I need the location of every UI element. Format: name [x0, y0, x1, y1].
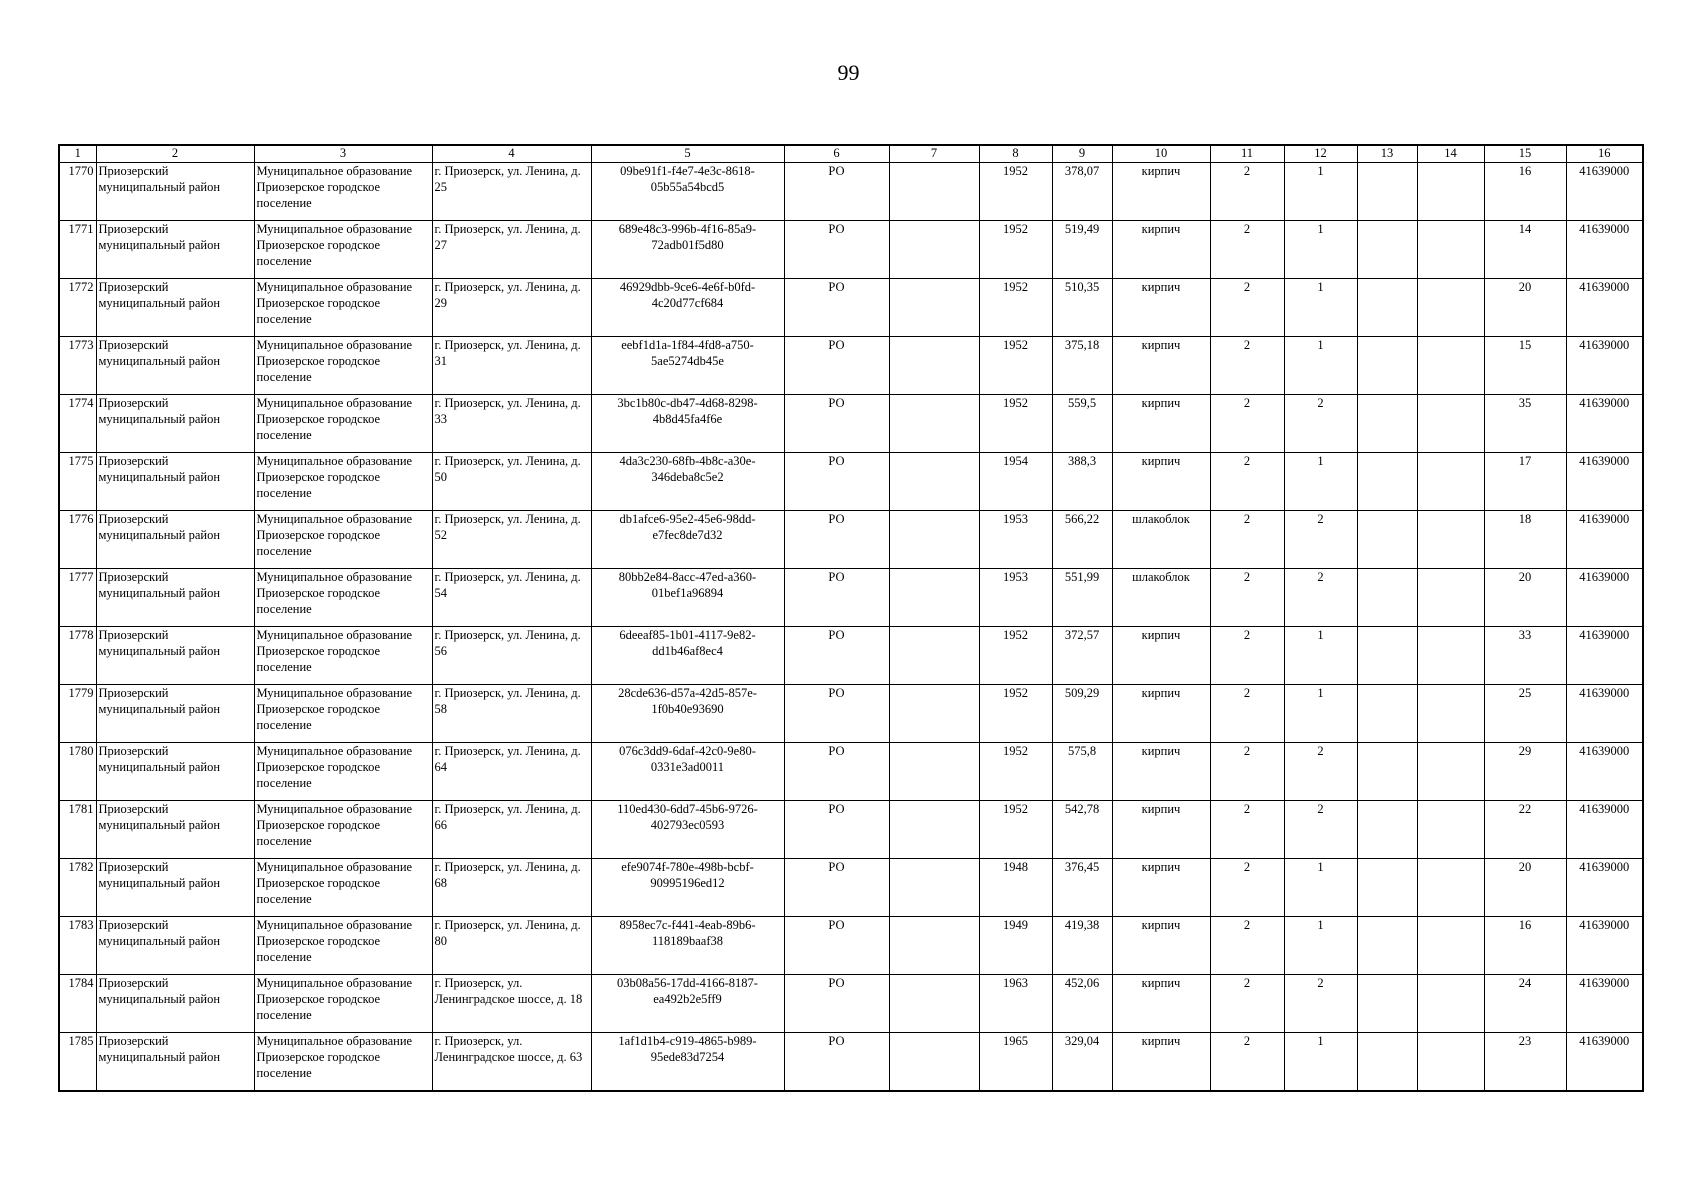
column-13-cell — [1357, 221, 1417, 279]
year-cell: 1954 — [979, 453, 1052, 511]
column-11-cell: 2 — [1210, 917, 1284, 975]
year-cell: 1952 — [979, 627, 1052, 685]
column-14-cell — [1417, 395, 1484, 453]
column-14-cell — [1417, 1033, 1484, 1091]
column-7-cell — [889, 337, 979, 395]
management-form-cell: РО — [784, 337, 889, 395]
column-14-cell — [1417, 279, 1484, 337]
table-row — [59, 743, 1643, 801]
column-15-cell: 22 — [1484, 801, 1566, 859]
district-cell: Приозерский муниципальный район — [96, 221, 254, 279]
district-cell: Приозерский муниципальный район — [96, 801, 254, 859]
column-15-cell: 16 — [1484, 163, 1566, 221]
table-row — [59, 1033, 1643, 1091]
column-15-cell: 29 — [1484, 743, 1566, 801]
row-number: 1782 — [59, 859, 96, 917]
area-cell: 419,38 — [1052, 917, 1112, 975]
address-cell: г. Приозерск, ул. Ленина, д. 50 — [432, 453, 591, 511]
column-11-cell: 2 — [1210, 453, 1284, 511]
column-7-cell — [889, 221, 979, 279]
column-14-cell — [1417, 453, 1484, 511]
column-11-cell: 2 — [1210, 1033, 1284, 1091]
column-13-cell — [1357, 569, 1417, 627]
table-row — [59, 337, 1643, 395]
column-12-cell: 2 — [1284, 511, 1357, 569]
district-cell: Приозерский муниципальный район — [96, 511, 254, 569]
address-cell: г. Приозерск, ул. Ленина, д. 58 — [432, 685, 591, 743]
district-cell: Приозерский муниципальный район — [96, 859, 254, 917]
row-number: 1779 — [59, 685, 96, 743]
wall-material-cell: шлакоблок — [1112, 511, 1210, 569]
column-15-cell: 14 — [1484, 221, 1566, 279]
oktmo-cell: 41639000 — [1566, 511, 1643, 569]
column-12-cell: 1 — [1284, 859, 1357, 917]
housing-registry-table — [58, 144, 1644, 1092]
column-14-cell — [1417, 163, 1484, 221]
column-15-cell: 15 — [1484, 337, 1566, 395]
column-13-cell — [1357, 337, 1417, 395]
table-row — [59, 453, 1643, 511]
column-13-cell — [1357, 1033, 1417, 1091]
management-form-cell: РО — [784, 163, 889, 221]
municipality-cell: Муниципальное образование Приозерское городское поселение — [254, 975, 432, 1033]
area-cell: 388,3 — [1052, 453, 1112, 511]
column-header-9: 9 — [1052, 145, 1112, 163]
oktmo-cell: 41639000 — [1566, 395, 1643, 453]
table-row — [59, 395, 1643, 453]
column-13-cell — [1357, 917, 1417, 975]
municipality-cell: Муниципальное образование Приозерское городское поселение — [254, 743, 432, 801]
column-12-cell: 1 — [1284, 1033, 1357, 1091]
column-15-cell: 35 — [1484, 395, 1566, 453]
municipality-cell: Муниципальное образование Приозерское городское поселение — [254, 1033, 432, 1091]
area-cell: 519,49 — [1052, 221, 1112, 279]
municipality-cell: Муниципальное образование Приозерское городское поселение — [254, 221, 432, 279]
oktmo-cell: 41639000 — [1566, 975, 1643, 1033]
district-cell: Приозерский муниципальный район — [96, 453, 254, 511]
district-cell: Приозерский муниципальный район — [96, 569, 254, 627]
address-cell: г. Приозерск, ул. Ленина, д. 31 — [432, 337, 591, 395]
wall-material-cell: кирпич — [1112, 627, 1210, 685]
municipality-cell: Муниципальное образование Приозерское городское поселение — [254, 279, 432, 337]
address-cell: г. Приозерск, ул. Ленина, д. 64 — [432, 743, 591, 801]
oktmo-cell: 41639000 — [1566, 279, 1643, 337]
table-row — [59, 569, 1643, 627]
column-14-cell — [1417, 975, 1484, 1033]
column-12-cell: 1 — [1284, 279, 1357, 337]
guid-cell: 80bb2e84-8acc-47ed-a360-01bef1a96894 — [591, 569, 784, 627]
guid-cell: 3bc1b80c-db47-4d68-8298-4b8d45fa4f6e — [591, 395, 784, 453]
row-number: 1778 — [59, 627, 96, 685]
table-row — [59, 511, 1643, 569]
area-cell: 378,07 — [1052, 163, 1112, 221]
column-12-cell: 1 — [1284, 163, 1357, 221]
guid-cell: 1af1d1b4-c919-4865-b989-95ede83d7254 — [591, 1033, 784, 1091]
column-15-cell: 18 — [1484, 511, 1566, 569]
column-15-cell: 23 — [1484, 1033, 1566, 1091]
column-11-cell: 2 — [1210, 337, 1284, 395]
oktmo-cell: 41639000 — [1566, 221, 1643, 279]
row-number: 1773 — [59, 337, 96, 395]
column-14-cell — [1417, 801, 1484, 859]
row-number: 1774 — [59, 395, 96, 453]
column-12-cell: 1 — [1284, 627, 1357, 685]
area-cell: 566,22 — [1052, 511, 1112, 569]
column-13-cell — [1357, 163, 1417, 221]
address-cell: г. Приозерск, ул. Ленина, д. 54 — [432, 569, 591, 627]
wall-material-cell: кирпич — [1112, 685, 1210, 743]
oktmo-cell: 41639000 — [1566, 917, 1643, 975]
column-14-cell — [1417, 337, 1484, 395]
area-cell: 329,04 — [1052, 1033, 1112, 1091]
municipality-cell: Муниципальное образование Приозерское городское поселение — [254, 395, 432, 453]
column-13-cell — [1357, 801, 1417, 859]
year-cell: 1953 — [979, 569, 1052, 627]
table-row — [59, 627, 1643, 685]
area-cell: 559,5 — [1052, 395, 1112, 453]
column-13-cell — [1357, 453, 1417, 511]
column-7-cell — [889, 859, 979, 917]
column-15-cell: 20 — [1484, 279, 1566, 337]
column-15-cell: 16 — [1484, 917, 1566, 975]
year-cell: 1952 — [979, 221, 1052, 279]
column-7-cell — [889, 279, 979, 337]
column-15-cell: 25 — [1484, 685, 1566, 743]
column-12-cell: 2 — [1284, 569, 1357, 627]
oktmo-cell: 41639000 — [1566, 801, 1643, 859]
oktmo-cell: 41639000 — [1566, 337, 1643, 395]
year-cell: 1952 — [979, 279, 1052, 337]
column-11-cell: 2 — [1210, 627, 1284, 685]
column-15-cell: 20 — [1484, 569, 1566, 627]
guid-cell: efe9074f-780e-498b-bcbf-90995196ed12 — [591, 859, 784, 917]
wall-material-cell: кирпич — [1112, 917, 1210, 975]
column-12-cell: 1 — [1284, 453, 1357, 511]
column-7-cell — [889, 163, 979, 221]
guid-cell: 076c3dd9-6daf-42c0-9e80-0331e3ad0011 — [591, 743, 784, 801]
column-header-12: 12 — [1284, 145, 1357, 163]
column-11-cell: 2 — [1210, 975, 1284, 1033]
column-11-cell: 2 — [1210, 511, 1284, 569]
column-13-cell — [1357, 743, 1417, 801]
address-cell: г. Приозерск, ул. Ленина, д. 56 — [432, 627, 591, 685]
column-header-7: 7 — [889, 145, 979, 163]
municipality-cell: Муниципальное образование Приозерское городское поселение — [254, 801, 432, 859]
municipality-cell: Муниципальное образование Приозерское городское поселение — [254, 627, 432, 685]
column-11-cell: 2 — [1210, 395, 1284, 453]
column-header-10: 10 — [1112, 145, 1210, 163]
row-number: 1783 — [59, 917, 96, 975]
address-cell: г. Приозерск, ул. Ленина, д. 33 — [432, 395, 591, 453]
table-header — [59, 145, 1643, 163]
column-7-cell — [889, 569, 979, 627]
column-11-cell: 2 — [1210, 859, 1284, 917]
column-13-cell — [1357, 627, 1417, 685]
wall-material-cell: кирпич — [1112, 1033, 1210, 1091]
address-cell: г. Приозерск, ул. Ленина, д. 66 — [432, 801, 591, 859]
oktmo-cell: 41639000 — [1566, 569, 1643, 627]
year-cell: 1949 — [979, 917, 1052, 975]
municipality-cell: Муниципальное образование Приозерское городское поселение — [254, 569, 432, 627]
column-14-cell — [1417, 511, 1484, 569]
row-number: 1785 — [59, 1033, 96, 1091]
column-12-cell: 2 — [1284, 395, 1357, 453]
management-form-cell: РО — [784, 395, 889, 453]
district-cell: Приозерский муниципальный район — [96, 627, 254, 685]
guid-cell: 28cde636-d57a-42d5-857e-1f0b40e93690 — [591, 685, 784, 743]
district-cell: Приозерский муниципальный район — [96, 1033, 254, 1091]
area-cell: 509,29 — [1052, 685, 1112, 743]
column-15-cell: 20 — [1484, 859, 1566, 917]
table-row — [59, 917, 1643, 975]
column-11-cell: 2 — [1210, 279, 1284, 337]
column-13-cell — [1357, 511, 1417, 569]
year-cell: 1965 — [979, 1033, 1052, 1091]
column-7-cell — [889, 975, 979, 1033]
column-header-3: 3 — [254, 145, 432, 163]
table-body — [59, 163, 1643, 1091]
address-cell: г. Приозерск, ул. Ленина, д. 29 — [432, 279, 591, 337]
wall-material-cell: кирпич — [1112, 453, 1210, 511]
wall-material-cell: кирпич — [1112, 163, 1210, 221]
management-form-cell: РО — [784, 221, 889, 279]
management-form-cell: РО — [784, 453, 889, 511]
column-14-cell — [1417, 859, 1484, 917]
column-header-2: 2 — [96, 145, 254, 163]
column-14-cell — [1417, 917, 1484, 975]
column-11-cell: 2 — [1210, 569, 1284, 627]
wall-material-cell: кирпич — [1112, 743, 1210, 801]
wall-material-cell: кирпич — [1112, 859, 1210, 917]
district-cell: Приозерский муниципальный район — [96, 917, 254, 975]
table-row — [59, 279, 1643, 337]
area-cell: 542,78 — [1052, 801, 1112, 859]
district-cell: Приозерский муниципальный район — [96, 163, 254, 221]
oktmo-cell: 41639000 — [1566, 1033, 1643, 1091]
management-form-cell: РО — [784, 511, 889, 569]
column-7-cell — [889, 801, 979, 859]
column-14-cell — [1417, 627, 1484, 685]
column-header-8: 8 — [979, 145, 1052, 163]
column-number-row — [59, 145, 1643, 163]
address-cell: г. Приозерск, ул. Ленина, д. 25 — [432, 163, 591, 221]
column-11-cell: 2 — [1210, 685, 1284, 743]
column-12-cell: 2 — [1284, 801, 1357, 859]
district-cell: Приозерский муниципальный район — [96, 337, 254, 395]
row-number: 1775 — [59, 453, 96, 511]
year-cell: 1953 — [979, 511, 1052, 569]
year-cell: 1952 — [979, 337, 1052, 395]
column-header-16: 16 — [1566, 145, 1643, 163]
area-cell: 372,57 — [1052, 627, 1112, 685]
oktmo-cell: 41639000 — [1566, 859, 1643, 917]
year-cell: 1952 — [979, 395, 1052, 453]
municipality-cell: Муниципальное образование Приозерское городское поселение — [254, 917, 432, 975]
district-cell: Приозерский муниципальный район — [96, 743, 254, 801]
address-cell: г. Приозерск, ул. Ленинградское шоссе, д. 63 — [432, 1033, 591, 1091]
column-14-cell — [1417, 743, 1484, 801]
column-12-cell: 2 — [1284, 975, 1357, 1033]
table-row — [59, 801, 1643, 859]
area-cell: 452,06 — [1052, 975, 1112, 1033]
guid-cell: 110ed430-6dd7-45b6-9726-402793ec0593 — [591, 801, 784, 859]
column-11-cell: 2 — [1210, 221, 1284, 279]
area-cell: 551,99 — [1052, 569, 1112, 627]
guid-cell: 09be91f1-f4e7-4e3c-8618-05b55a54bcd5 — [591, 163, 784, 221]
district-cell: Приозерский муниципальный район — [96, 279, 254, 337]
oktmo-cell: 41639000 — [1566, 685, 1643, 743]
management-form-cell: РО — [784, 975, 889, 1033]
area-cell: 376,45 — [1052, 859, 1112, 917]
management-form-cell: РО — [784, 859, 889, 917]
column-header-13: 13 — [1357, 145, 1417, 163]
oktmo-cell: 41639000 — [1566, 743, 1643, 801]
column-header-14: 14 — [1417, 145, 1484, 163]
address-cell: г. Приозерск, ул. Ленинградское шоссе, д. 18 — [432, 975, 591, 1033]
column-7-cell — [889, 453, 979, 511]
column-header-15: 15 — [1484, 145, 1566, 163]
column-7-cell — [889, 1033, 979, 1091]
column-13-cell — [1357, 685, 1417, 743]
address-cell: г. Приозерск, ул. Ленина, д. 68 — [432, 859, 591, 917]
municipality-cell: Муниципальное образование Приозерское городское поселение — [254, 453, 432, 511]
municipality-cell: Муниципальное образование Приозерское городское поселение — [254, 685, 432, 743]
row-number: 1781 — [59, 801, 96, 859]
column-12-cell: 1 — [1284, 917, 1357, 975]
address-cell: г. Приозерск, ул. Ленина, д. 80 — [432, 917, 591, 975]
column-header-1: 1 — [59, 145, 96, 163]
year-cell: 1948 — [979, 859, 1052, 917]
year-cell: 1952 — [979, 163, 1052, 221]
column-12-cell: 1 — [1284, 221, 1357, 279]
guid-cell: 4da3c230-68fb-4b8c-a30e-346deba8c5e2 — [591, 453, 784, 511]
address-cell: г. Приозерск, ул. Ленина, д. 52 — [432, 511, 591, 569]
table-row — [59, 221, 1643, 279]
column-14-cell — [1417, 221, 1484, 279]
management-form-cell: РО — [784, 743, 889, 801]
year-cell: 1952 — [979, 743, 1052, 801]
column-header-6: 6 — [784, 145, 889, 163]
row-number: 1784 — [59, 975, 96, 1033]
area-cell: 510,35 — [1052, 279, 1112, 337]
oktmo-cell: 41639000 — [1566, 453, 1643, 511]
management-form-cell: РО — [784, 569, 889, 627]
management-form-cell: РО — [784, 279, 889, 337]
wall-material-cell: кирпич — [1112, 337, 1210, 395]
column-7-cell — [889, 917, 979, 975]
column-13-cell — [1357, 975, 1417, 1033]
municipality-cell: Муниципальное образование Приозерское городское поселение — [254, 163, 432, 221]
guid-cell: 8958ec7c-f441-4eab-89b6-118189baaf38 — [591, 917, 784, 975]
guid-cell: eebf1d1a-1f84-4fd8-a750-5ae5274db45e — [591, 337, 784, 395]
district-cell: Приозерский муниципальный район — [96, 975, 254, 1033]
guid-cell: 46929dbb-9ce6-4e6f-b0fd-4c20d77cf684 — [591, 279, 784, 337]
guid-cell: 689e48c3-996b-4f16-85a9-72adb01f5d80 — [591, 221, 784, 279]
address-cell: г. Приозерск, ул. Ленина, д. 27 — [432, 221, 591, 279]
column-14-cell — [1417, 569, 1484, 627]
wall-material-cell: кирпич — [1112, 975, 1210, 1033]
management-form-cell: РО — [784, 685, 889, 743]
district-cell: Приозерский муниципальный район — [96, 685, 254, 743]
row-number: 1770 — [59, 163, 96, 221]
column-11-cell: 2 — [1210, 163, 1284, 221]
column-12-cell: 1 — [1284, 337, 1357, 395]
column-header-4: 4 — [432, 145, 591, 163]
row-number: 1772 — [59, 279, 96, 337]
management-form-cell: РО — [784, 1033, 889, 1091]
table-row — [59, 685, 1643, 743]
column-header-5: 5 — [591, 145, 784, 163]
column-15-cell: 24 — [1484, 975, 1566, 1033]
guid-cell: 6deeaf85-1b01-4117-9e82-dd1b46af8ec4 — [591, 627, 784, 685]
municipality-cell: Муниципальное образование Приозерское городское поселение — [254, 859, 432, 917]
row-number: 1771 — [59, 221, 96, 279]
column-15-cell: 33 — [1484, 627, 1566, 685]
guid-cell: db1afce6-95e2-45e6-98dd-e7fec8de7d32 — [591, 511, 784, 569]
oktmo-cell: 41639000 — [1566, 627, 1643, 685]
management-form-cell: РО — [784, 917, 889, 975]
district-cell: Приозерский муниципальный район — [96, 395, 254, 453]
year-cell: 1952 — [979, 685, 1052, 743]
wall-material-cell: кирпич — [1112, 801, 1210, 859]
wall-material-cell: кирпич — [1112, 221, 1210, 279]
area-cell: 375,18 — [1052, 337, 1112, 395]
column-11-cell: 2 — [1210, 801, 1284, 859]
guid-cell: 03b08a56-17dd-4166-8187-ea492b2e5ff9 — [591, 975, 784, 1033]
page-number: 99 — [837, 60, 860, 85]
row-number: 1776 — [59, 511, 96, 569]
year-cell: 1952 — [979, 801, 1052, 859]
column-7-cell — [889, 743, 979, 801]
area-cell: 575,8 — [1052, 743, 1112, 801]
column-7-cell — [889, 685, 979, 743]
column-12-cell: 2 — [1284, 743, 1357, 801]
table-row — [59, 859, 1643, 917]
municipality-cell: Муниципальное образование Приозерское городское поселение — [254, 511, 432, 569]
row-number: 1780 — [59, 743, 96, 801]
wall-material-cell: шлакоблок — [1112, 569, 1210, 627]
table-row — [59, 975, 1643, 1033]
column-12-cell: 1 — [1284, 685, 1357, 743]
column-13-cell — [1357, 395, 1417, 453]
row-number: 1777 — [59, 569, 96, 627]
column-7-cell — [889, 627, 979, 685]
management-form-cell: РО — [784, 801, 889, 859]
column-14-cell — [1417, 685, 1484, 743]
column-header-11: 11 — [1210, 145, 1284, 163]
municipality-cell: Муниципальное образование Приозерское городское поселение — [254, 337, 432, 395]
column-11-cell: 2 — [1210, 743, 1284, 801]
wall-material-cell: кирпич — [1112, 395, 1210, 453]
management-form-cell: РО — [784, 627, 889, 685]
oktmo-cell: 41639000 — [1566, 163, 1643, 221]
table-row — [59, 163, 1643, 221]
column-7-cell — [889, 511, 979, 569]
column-7-cell — [889, 395, 979, 453]
column-15-cell: 17 — [1484, 453, 1566, 511]
column-13-cell — [1357, 279, 1417, 337]
year-cell: 1963 — [979, 975, 1052, 1033]
wall-material-cell: кирпич — [1112, 279, 1210, 337]
column-13-cell — [1357, 859, 1417, 917]
